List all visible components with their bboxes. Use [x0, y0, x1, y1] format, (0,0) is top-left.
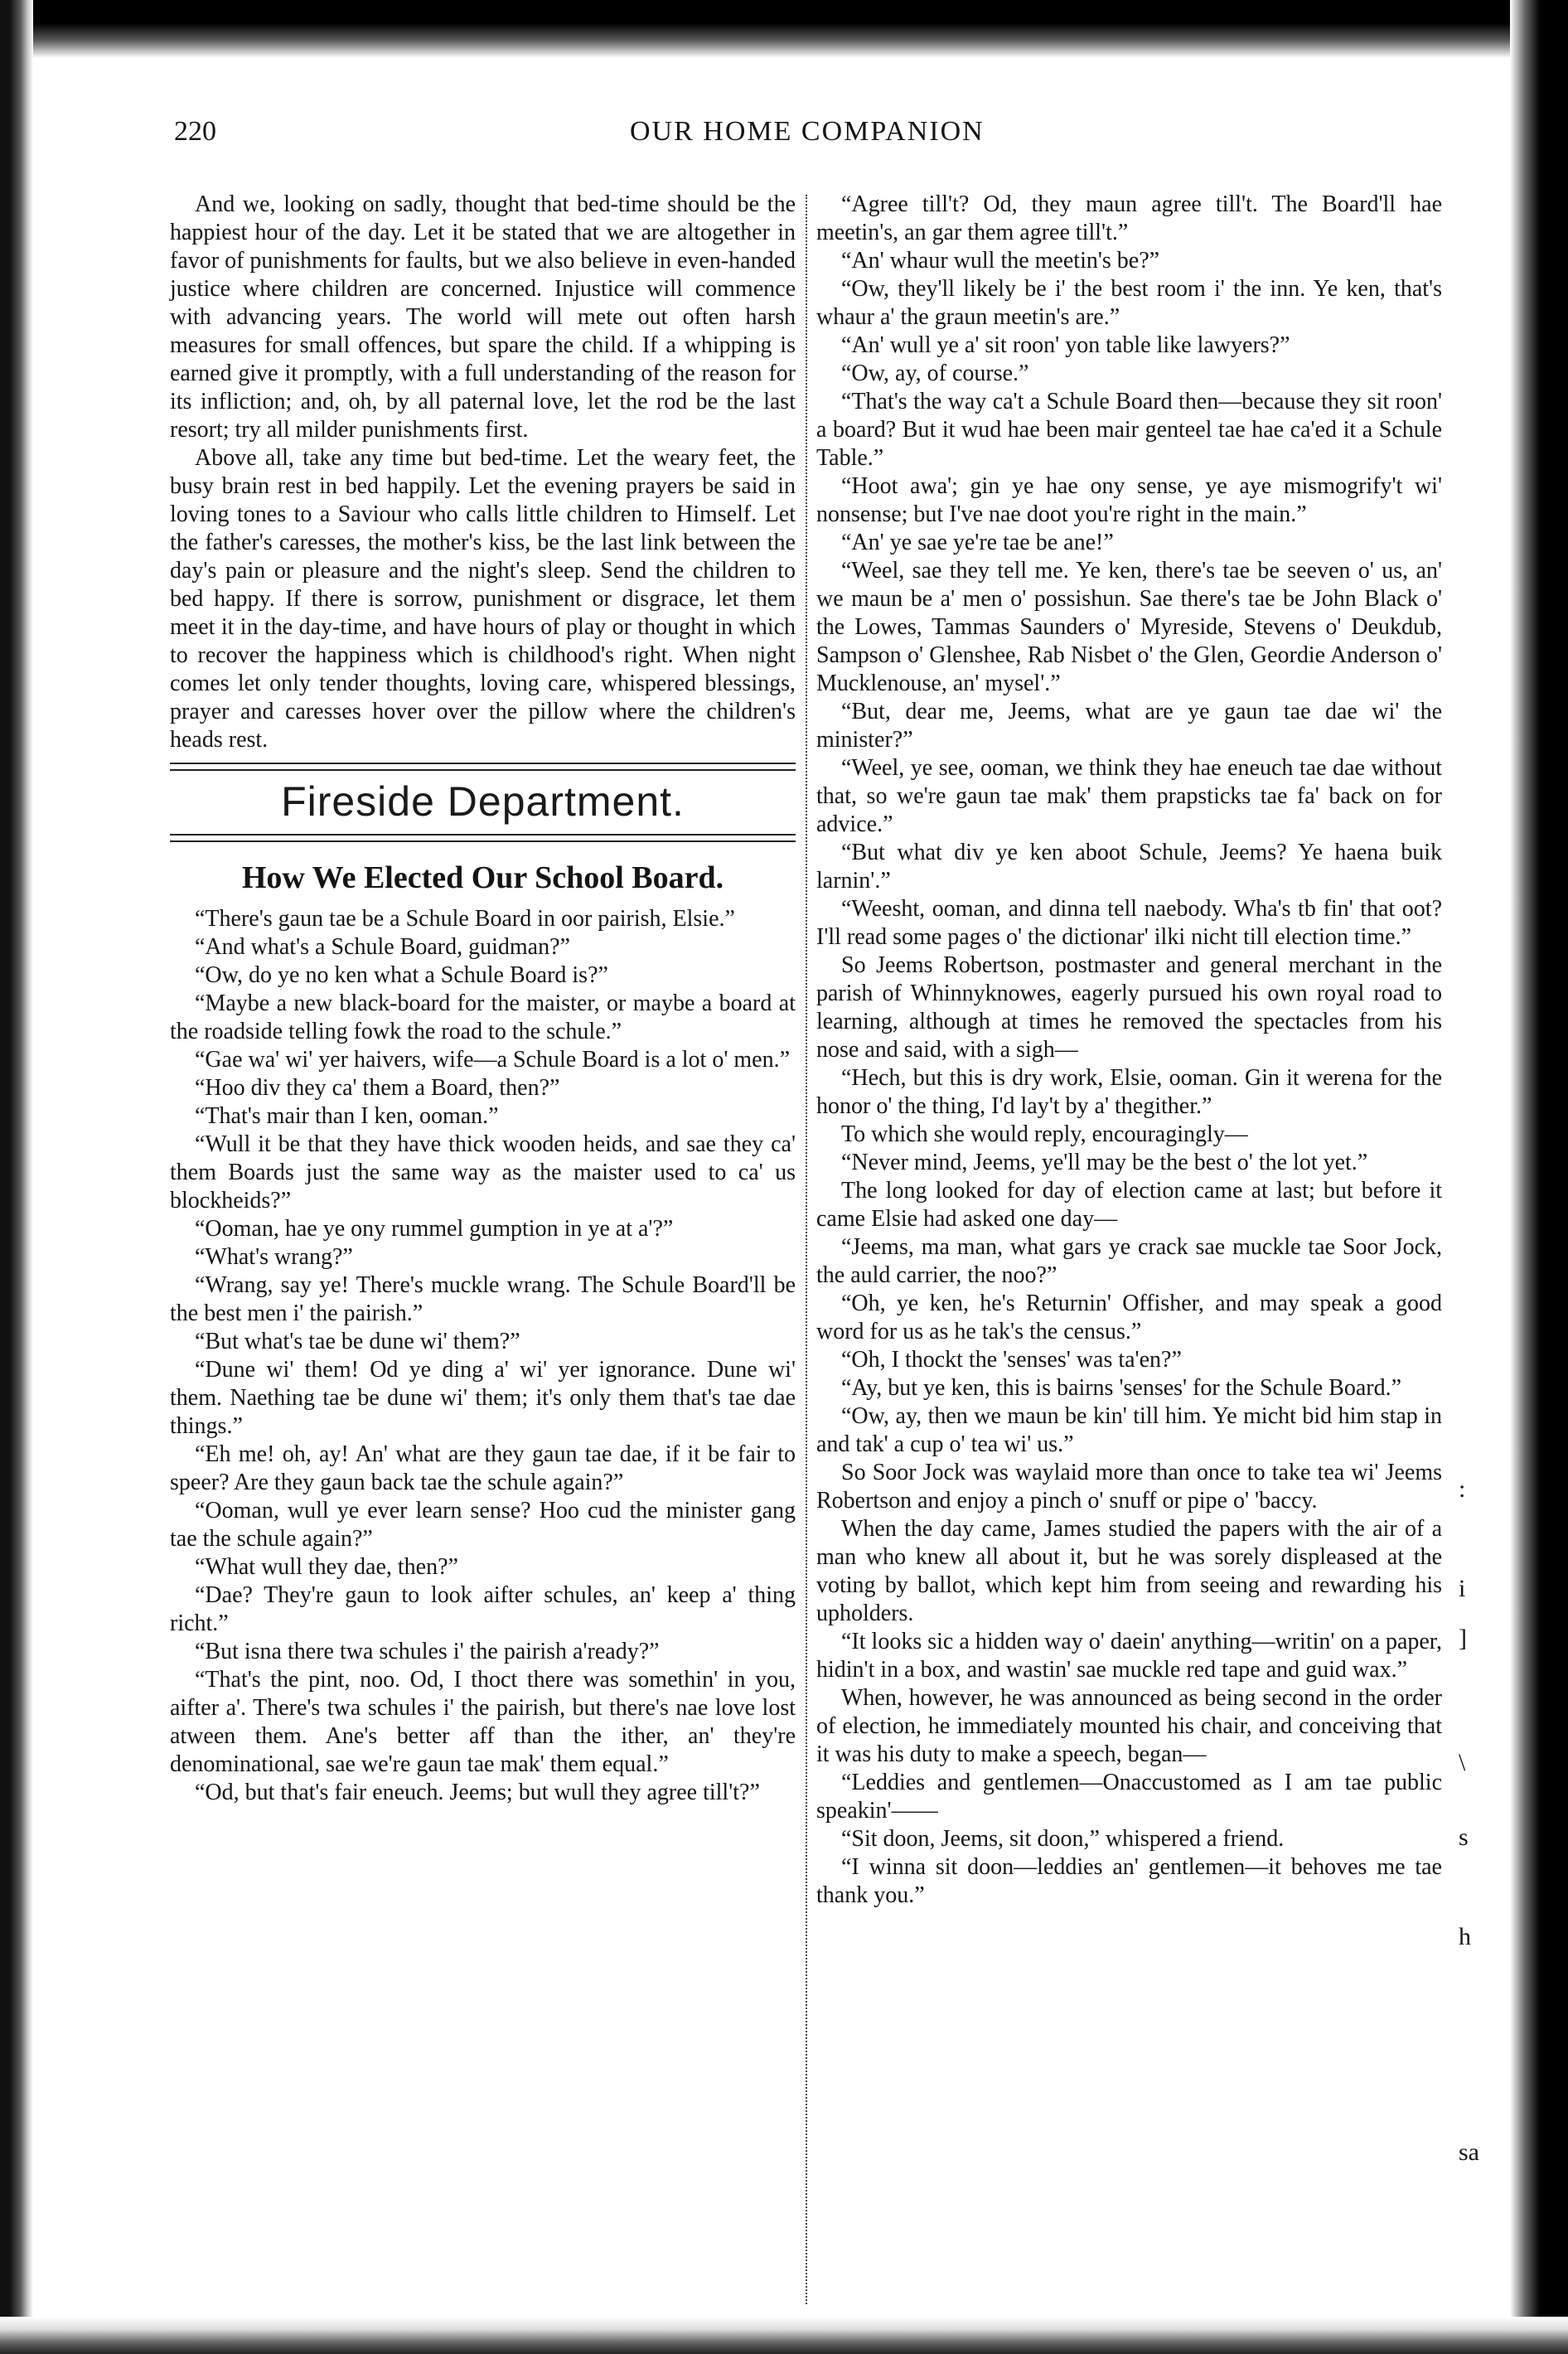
scan-border-left: [0, 0, 33, 2354]
paragraph: “That's the way ca't a Schule Board then—because they sit roon' a board? But it wud hae been mair genteel tae hae ca'ed it a Schule Table.”: [816, 389, 1442, 471]
margin-fragment: h: [1459, 1923, 1471, 1950]
paragraph: “Sit doon, Jeems, sit doon,” whispered a friend.: [841, 1826, 1285, 1852]
paragraph: “But what's tae be dune wi' them?”: [195, 1329, 520, 1354]
paragraph: “Eh me! oh, ay! An' what are they gaun tae dae, if it be fair to speer? Are they gaun back tae the schule again?”: [170, 1441, 796, 1495]
paragraph: When, however, he was announced as being second in the order of election, he immediately mounted his chair, and conceiving that it was his duty to make a speech, began—: [816, 1685, 1442, 1767]
section-rule-top: [170, 763, 796, 771]
paragraph: So Soor Jock was waylaid more than once to take tea wi' Jeems Robertson and enjoy a pinch o' snuff or pipe o' 'baccy.: [816, 1460, 1442, 1514]
paragraph: “Ow, ay, then we maun be kin' till him. Ye micht bid him stap in and tak' a cup o' tea wi' us.”: [816, 1403, 1442, 1457]
margin-fragment: s: [1459, 1824, 1469, 1851]
paragraph: To which she would reply, encouragingly—: [841, 1121, 1248, 1147]
section-rule-bottom: [170, 834, 796, 842]
paragraph: “I winna sit doon—leddies an' gentlemen—it behoves me tae thank you.”: [816, 1854, 1442, 1908]
paragraph: “An' whaur wull the meetin's be?”: [841, 248, 1160, 274]
paragraph: “Od, but that's fair eneuch. Jeems; but wull they agree till't?”: [195, 1780, 760, 1805]
paragraph: “There's gaun tae be a Schule Board in oor pairish, Elsie.”: [195, 906, 735, 932]
scan-border-right: [1510, 0, 1568, 2354]
paragraph: “Hoot awa'; gin ye hae ony sense, ye aye mismogrify't wi' nonsense; but I've nae doot you're right in the main.”: [816, 473, 1442, 527]
paragraph: “What's wrang?”: [195, 1244, 353, 1270]
paragraph: “Dae? They're gaun to look aifter schules, an' keep a' thing richt.”: [170, 1582, 796, 1636]
paragraph: “Wrang, say ye! There's muckle wrang. The Schule Board'll be the best men i' the pairish.”: [170, 1272, 796, 1326]
paragraph: “Oh, I thockt the 'senses' was ta'en?”: [841, 1347, 1182, 1373]
paragraph: “But what div ye ken aboot Schule, Jeems? Ye haena buik larnin'.”: [816, 840, 1442, 894]
paragraph: The long looked for day of election came at last; but before it came Elsie had asked one day—: [816, 1178, 1442, 1232]
paragraph: “Gae wa' wi' yer haivers, wife—a Schule Board is a lot o' men.”: [195, 1047, 791, 1073]
paragraph: “Jeems, ma man, what gars ye crack sae muckle tae Soor Jock, the auld carrier, the noo?”: [816, 1234, 1442, 1288]
margin-fragment: ]: [1459, 1625, 1467, 1652]
paragraph: “Oh, ye ken, he's Returnin' Offisher, and may speak a good word for us as he tak's the census.”: [816, 1291, 1442, 1344]
scan-border-bottom: [0, 2317, 1568, 2354]
article-title: How We Elected Our School Board.: [241, 860, 724, 895]
paragraph: “Wull it be that they have thick wooden heids, and sae they ca' them Boards just the same way as the maister used to ca' us blockheids?”: [170, 1131, 796, 1213]
paragraph: “An' wull ye a' sit roon' yon table like lawyers?”: [841, 332, 1290, 358]
paragraph: “Weel, ye see, ooman, we think they hae eneuch tae dae without that, so we're gaun tae mak' them prapsticks tae fa' back on for advice.”: [816, 755, 1442, 837]
paragraph: “That's the pint, noo. Od, I thoct there was somethin' in you, aifter a'. There's twa schules i' the pairish, but there's nae love lost atween them. Ane's better aff than the ither, an' they're denominational, sae we're gaun tae mak' them equal.”: [170, 1667, 796, 1777]
column-divider: [806, 195, 807, 2304]
right-column: [816, 191, 1442, 1910]
paragraph: “Leddies and gentlemen—Onaccustomed as I am tae public speakin'——: [816, 1770, 1442, 1824]
paragraph: “Hoo div they ca' them a Board, then?”: [195, 1075, 560, 1101]
page-number: 220: [174, 116, 216, 147]
paragraph: “An' ye sae ye're tae be ane!”: [841, 530, 1114, 555]
section-title: Fireside Department.: [281, 778, 685, 825]
running-head: OUR HOME COMPANION: [630, 116, 985, 147]
scan-border-top: [0, 0, 1568, 58]
article-body: [170, 905, 796, 1807]
paragraph: “Ooman, hae ye ony rummel gumption in ye at a'?”: [195, 1216, 674, 1242]
paragraph: Above all, take any time but bed-time. Let the weary feet, the busy brain rest in bed happily. Let the evening prayers be said in loving tones to a Saviour who calls little children to Himself. Let the father's caresses, the mother's kiss, be the last link between the day's pain or pleasure and the night's sleep. Send the children to bed happy. If there is sorrow, punishment or disgrace, let them meet it in the day-time, and have hours of play or thought in which to recover the happiness which is childhood's right. When night comes let only tender thoughts, loving care, whispered blessings, prayer and caresses hover over the pillow where the children's heads rest.: [170, 445, 796, 753]
paragraph: “That's mair than I ken, ooman.”: [195, 1103, 499, 1129]
paragraph: “Weel, sae they tell me. Ye ken, there's tae be seeven o' us, an' we maun be a' men o' possishun. Sae there's tae be John Black o' the Lowes, Tammas Saunders o' Myreside, Stevens o' Deukdub, Sampson o' Glenshee, Rab Nisbet o' the Glen, Geordie Anderson o' Mucklenouse, an' mysel'.”: [816, 558, 1442, 696]
paragraph: So Jeems Robertson, postmaster and general merchant in the parish of Whinnyknowes, eagerly pursued his own royal road to learning, although at times he removed the spectacles from his nose and said, with a sigh—: [816, 952, 1442, 1063]
paragraph: “But isna there twa schules i' the pairish a'ready?”: [195, 1639, 660, 1664]
paragraph: When the day came, James studied the papers with the air of a man who knew all about it, but he was sorely displeased at the voting by ballot, which kept him from seeing and rewarding his upholders.: [816, 1516, 1442, 1626]
paragraph: “Ow, do ye no ken what a Schule Board is?”: [195, 962, 608, 988]
margin-fragment: sa: [1459, 2138, 1479, 2166]
paragraph: “Weesht, ooman, and dinna tell naebody. Wha's tb fin' that oot? I'll read some pages o' the dictionar' ilki nicht till election time.”: [816, 896, 1442, 950]
paragraph: “Ooman, wull ye ever learn sense? Hoo cud the minister gang tae the schule again?”: [170, 1498, 796, 1552]
paragraph: “It looks sic a hidden way o' daein' anything—writin' on a paper, hidin't in a box, and wastin' sae muckle red tape and guid wax.”: [816, 1629, 1442, 1683]
left-column: [170, 191, 796, 1807]
paragraph: “Agree till't? Od, they maun agree till't. The Board'll hae meetin's, an gar them agree till't.”: [816, 191, 1442, 245]
paragraph: “Dune wi' them! Od ye ding a' wi' yer ignorance. Dune wi' them. Naething tae be dune wi' them; it's only them that's tae dae things.”: [170, 1357, 796, 1439]
margin-fragment: \: [1459, 1749, 1466, 1776]
paragraph: “But, dear me, Jeems, what are ye gaun tae dae wi' the minister?”: [816, 699, 1442, 753]
paragraph: “Maybe a new black-board for the maister, or maybe a board at the roadside telling fowk the road to the schule.”: [170, 991, 796, 1044]
paragraph: “Ow, they'll likely be i' the best room i' the inn. Ye ken, that's whaur a' the graun meetin's are.”: [816, 276, 1442, 330]
paragraph: “Never mind, Jeems, ye'll may be the best o' the lot yet.”: [841, 1150, 1368, 1175]
paragraph: “Ow, ay, of course.”: [841, 361, 1029, 386]
paragraph: “What wull they dae, then?”: [195, 1554, 458, 1580]
paragraph: “And what's a Schule Board, guidman?”: [195, 934, 570, 960]
margin-fragments: [1459, 1475, 1492, 2221]
paragraph: And we, looking on sadly, thought that bed-time should be the happiest hour of the day. Let it be stated that we are altogether in favor of punishments for faults, but we also believe in even-handed justice where children are concerned. Injustice will commence with advancing years. The world will mete out often harsh measures for small offences, but spare the child. If a whipping is earned give it promptly, with a full understanding of the reason for its infliction; and, oh, by all paternal love, let the rod be the last resort; try all milder punishments first.: [170, 191, 796, 443]
paragraph: “Ay, but ye ken, this is bairns 'senses' for the Schule Board.”: [841, 1375, 1402, 1401]
margin-fragment: :: [1459, 1475, 1466, 1503]
margin-fragment: i: [1459, 1575, 1466, 1602]
paragraph: “Hech, but this is dry work, Elsie, ooman. Gin it werena for the honor o' the thing, I'd lay't by a' thegither.”: [816, 1065, 1442, 1119]
